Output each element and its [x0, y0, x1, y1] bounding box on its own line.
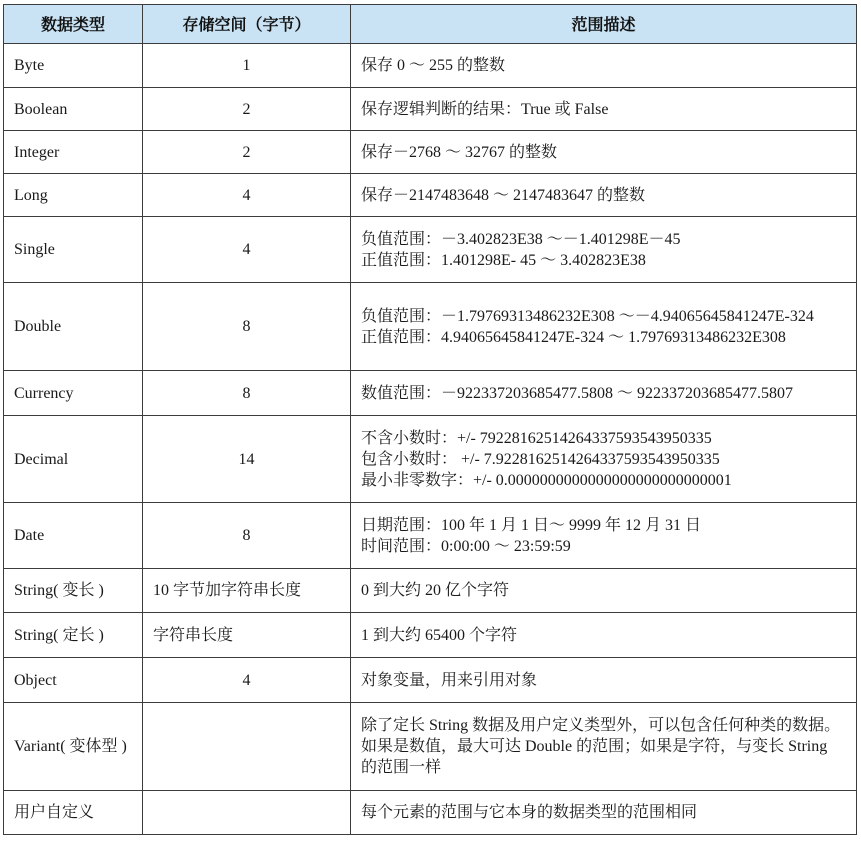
- range-line: 正值范围：1.401298E- 45 ～ 3.402823E38: [361, 251, 646, 269]
- type-cell: Double: [4, 283, 143, 371]
- table-row: [4, 658, 857, 703]
- range-cell: [351, 371, 857, 416]
- size-cell: 4: [143, 658, 351, 703]
- range-cell: [351, 283, 857, 371]
- table-row: [4, 217, 857, 283]
- range-cell: [351, 569, 857, 613]
- range-line: 保存 0 ～ 255 的整数: [361, 57, 506, 74]
- table-row: [4, 44, 857, 88]
- range-line: 1 到大约 65400 个字符: [361, 626, 518, 644]
- range-cell: [351, 703, 857, 791]
- size-cell: 10 字节加字符串长度: [143, 569, 351, 613]
- header-range-description: 范围描述: [351, 5, 857, 44]
- range-cell: [351, 416, 857, 503]
- type-cell: String( 定长 ): [4, 613, 143, 658]
- type-cell: Currency: [4, 371, 143, 416]
- type-cell: Decimal: [4, 416, 143, 503]
- table-row: [4, 88, 857, 131]
- type-cell: Byte: [4, 44, 143, 88]
- range-line: 每个元素的范围与它本身的数据类型的范围相同: [361, 804, 698, 821]
- type-cell: 用户自定义: [4, 791, 143, 835]
- table-row: [4, 503, 857, 569]
- size-cell: 8: [143, 283, 351, 371]
- range-line: 保存－2147483648 ～ 2147483647 的整数: [361, 186, 646, 204]
- size-cell: 8: [143, 371, 351, 416]
- type-cell: Variant( 变体型 ): [4, 703, 143, 791]
- range-line: 负值范围：－1.79769313486232E308 ～－4.94065645841247E-324: [361, 307, 814, 325]
- size-cell: [143, 791, 351, 835]
- range-cell: [351, 613, 857, 658]
- range-cell: [351, 174, 857, 217]
- type-cell: Integer: [4, 131, 143, 174]
- range-line: 日期范围：100 年 1 月 1 日～ 9999 年 12 月 31 日: [361, 516, 702, 534]
- type-cell: Single: [4, 217, 143, 283]
- range-line: 时间范围：0:00:00 ～ 23:59:59: [361, 537, 571, 555]
- table-row: [4, 613, 857, 658]
- table-row: [4, 283, 857, 371]
- header-storage-size: 存储空间（字节）: [143, 5, 351, 44]
- range-cell: [351, 88, 857, 131]
- table-row: [4, 174, 857, 217]
- table-row: [4, 416, 857, 503]
- size-cell: 4: [143, 174, 351, 217]
- table-row: [4, 371, 857, 416]
- size-cell: 8: [143, 503, 351, 569]
- size-cell: 2: [143, 88, 351, 131]
- size-cell: 4: [143, 217, 351, 283]
- range-line: 对象变量，用来引用对象: [361, 671, 538, 689]
- table-row: [4, 703, 857, 791]
- range-cell: [351, 658, 857, 703]
- size-cell: 1: [143, 44, 351, 88]
- header-data-type: 数据类型: [4, 5, 143, 44]
- range-line: 除了定长 String 数据及用户定义类型外，可以包含任何种类的数据。如果是数值，最大可达 Double 的范围；如果是字符，与变长 String 的范围一样: [361, 717, 841, 776]
- type-cell: String( 变长 ): [4, 569, 143, 613]
- size-cell: 14: [143, 416, 351, 503]
- table-row: [4, 569, 857, 613]
- table-row: [4, 791, 857, 835]
- range-cell: [351, 217, 857, 283]
- range-line: 数值范围：－922337203685477.5808 ～ 922337203685477.5807: [361, 384, 794, 402]
- range-line: 不含小数时：+/- 79228162514264337593543950335: [361, 429, 712, 447]
- range-cell: [351, 503, 857, 569]
- type-cell: Long: [4, 174, 143, 217]
- range-line: 保存逻辑判断的结果：True 或 False: [361, 100, 609, 118]
- size-cell: 2: [143, 131, 351, 174]
- type-cell: Boolean: [4, 88, 143, 131]
- range-line: 0 到大约 20 亿个字符: [361, 582, 510, 599]
- data-type-table: [3, 4, 857, 835]
- range-line: 包含小数时： +/- 7.9228162514264337593543950335: [361, 450, 720, 468]
- table-row: [4, 131, 857, 174]
- range-cell: [351, 131, 857, 174]
- range-line: 负值范围：－3.402823E38 ～－1.401298E－45: [361, 230, 681, 248]
- range-line: 正值范围：4.94065645841247E-324 ～ 1.79769313486232E308: [361, 328, 786, 346]
- range-cell: [351, 791, 857, 835]
- size-cell: 字符串长度: [143, 613, 351, 658]
- range-line: 保存－2768 ～ 32767 的整数: [361, 143, 558, 161]
- range-line: 最小非零数字：+/- 0.0000000000000000000000000001: [361, 471, 732, 489]
- table-header-row: [4, 5, 857, 44]
- type-cell: Date: [4, 503, 143, 569]
- size-cell: [143, 703, 351, 791]
- type-cell: Object: [4, 658, 143, 703]
- range-cell: [351, 44, 857, 88]
